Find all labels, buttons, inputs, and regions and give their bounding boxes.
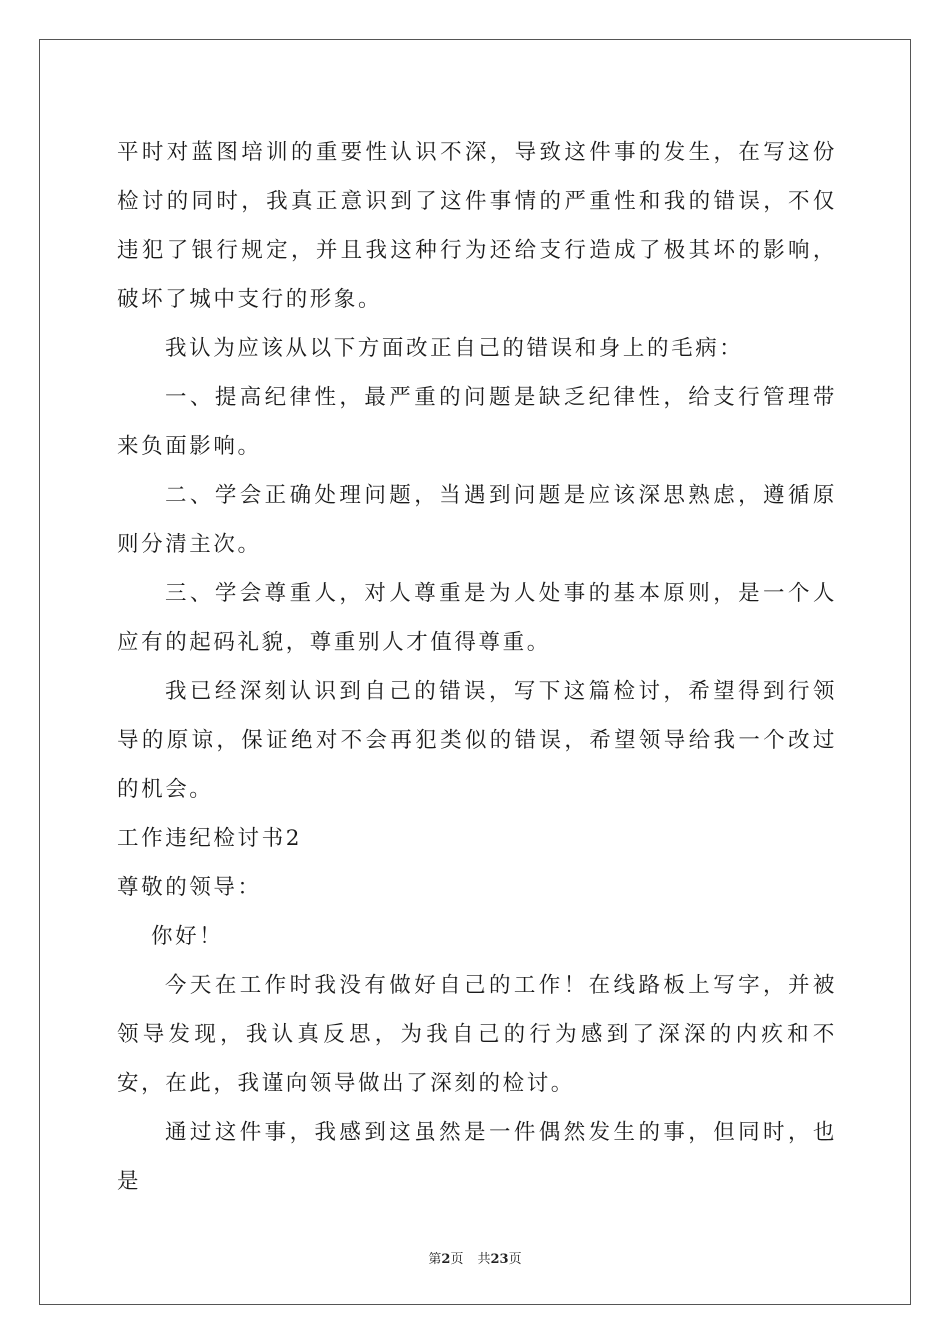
footer-total-suffix: 页: [508, 1252, 522, 1267]
footer-total-number: 23: [490, 1252, 509, 1267]
paragraph: 今天在工作时我没有做好自己的工作！在线路板上写字，并被领导发现，我认真反思，为我自己的行为感到了深深的内疚和不安，在此，我谨向领导做出了深刻的检讨。: [117, 973, 837, 1096]
paragraph: 平时对蓝图培训的重要性认识不深，导致这件事的发生，在写这份检讨的同时，我真正意识到了这件事情的严重性和我的错误，不仅违犯了银行规定，并且我这种行为还给支行造成了极其坏的影响，破坏了城中支行的形象。: [117, 140, 837, 312]
section-heading: 工作违纪检讨书2: [117, 826, 302, 851]
greeting: 你好！: [151, 924, 224, 949]
paragraph: 二、学会正确处理问题，当遇到问题是应该深思熟虑，遵循原则分清主次。: [117, 483, 837, 557]
paragraph: 通过这件事，我感到这虽然是一件偶然发生的事，但同时，也是: [117, 1120, 837, 1194]
page-footer: [0, 1248, 950, 1267]
paragraph: 一、提高纪律性，最严重的问题是缺乏纪律性，给支行管理带来负面影响。: [117, 385, 837, 459]
paragraph: 我认为应该从以下方面改正自己的错误和身上的毛病：: [165, 336, 744, 361]
footer-page-prefix: 第: [428, 1252, 442, 1267]
footer-page-number: 2: [441, 1252, 451, 1267]
footer-page-suffix: 页: [450, 1252, 464, 1267]
document-body: [117, 128, 837, 1206]
footer-total-prefix: 共: [477, 1252, 491, 1267]
salutation: 尊敬的领导：: [117, 875, 262, 900]
paragraph: 三、学会尊重人，对人尊重是为人处事的基本原则，是一个人应有的起码礼貌，尊重别人才值得尊重。: [117, 581, 837, 655]
paragraph: 我已经深刻认识到自己的错误，写下这篇检讨，希望得到行领导的原谅，保证绝对不会再犯类似的错误，希望领导给我一个改过的机会。: [117, 679, 837, 802]
